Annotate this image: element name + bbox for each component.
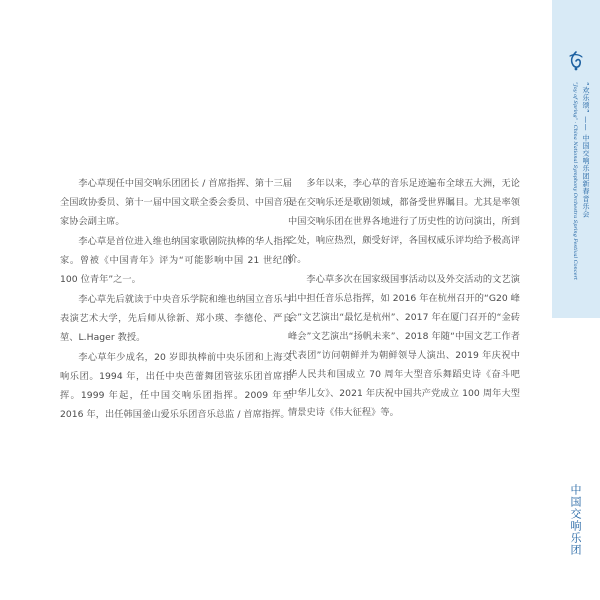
concert-title-chinese: “欢乐颂” —— 中国交响乐团新春音乐会	[582, 82, 590, 218]
orchestra-logo-icon	[566, 50, 586, 72]
right-paragraph-1: 多年以来，李心草的音乐足迹遍布全球五大洲，无论是在交响乐还是歌剧领域，都备受世界瞩目。尤其是率领中国交响乐团在世界各地进行了历史性的访问演出，所到之处，响应热烈，颇受好评，各国权威乐评均给予极高评价。	[288, 178, 520, 265]
left-text-column	[60, 174, 292, 425]
right-paragraph-2: 李心草多次在国家级国事活动以及外交活动的文艺演出中担任音乐总指挥，如 2016 年在杭州召开的“G20 峰会”文艺演出“最忆是杭州”、2017 年在厦门召开的“金砖峰会”文艺演出“扬帆未来”、2018 年随“中国文艺工作者代表团”访问朝鲜并为朝鲜领导人演出、2019 年庆祝中华人民共和国成立 70 周年大型音乐舞蹈史诗《奋斗吧 中华儿女》、2021 年庆祝中国共产党成立 100 周年大型情景史诗《伟大征程》等。	[288, 274, 520, 418]
left-paragraph-1: 李心草现任中国交响乐团团长 / 首席指挥、第十三届全国政协委员、第十一届中国文联全委会委员、中国音乐家协会副主席。	[60, 178, 292, 227]
left-paragraph-2: 李心草是首位进入维也纳国家歌剧院执棒的华人指挥家。曾被《中国青年》评为“可能影响中国 21 世纪的 100 位青年”之一。	[60, 236, 292, 285]
orchestra-brand-name: 中国交响乐团	[569, 484, 582, 556]
left-paragraph-3: 李心草先后就读于中央音乐学院和维也纳国立音乐与表演艺术大学，先后师从徐新、郑小瑛、李德伦、严良堃、L.Hager 教授。	[60, 294, 292, 343]
left-paragraph-4: 李心草年少成名，20 岁即执棒前中央乐团和上海交响乐团。1994 年，出任中央芭蕾舞团管弦乐团首席指挥。1999 年起，任中国交响乐团指挥。2009 年至 2016 年，出任韩国釜山爱乐乐团音乐总监 / 首席指挥。	[60, 352, 292, 420]
concert-title-english: “Joy of Spring” · China National Symphony Orchestra Spring Festival Concert	[572, 82, 578, 280]
right-text-column	[288, 174, 520, 423]
sidebar-header-band	[552, 0, 600, 318]
